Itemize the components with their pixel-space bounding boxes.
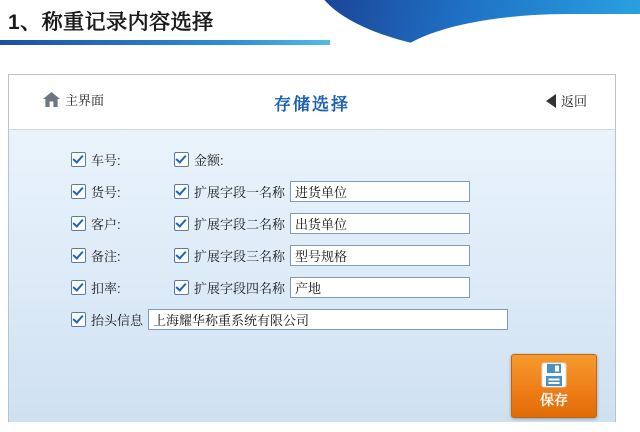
field-koulv[interactable] bbox=[9, 278, 174, 297]
label-chehao: 车号: bbox=[91, 152, 121, 168]
checkbox-taitou[interactable] bbox=[71, 312, 86, 327]
input-ext2[interactable] bbox=[290, 213, 470, 234]
form-rows bbox=[9, 144, 615, 336]
label-beizhu: 备注: bbox=[91, 248, 121, 264]
label-jine: 金额: bbox=[194, 152, 224, 168]
label-kehu: 客户: bbox=[91, 216, 121, 232]
checkbox-koulv[interactable] bbox=[71, 280, 86, 295]
label-ext1: 扩展字段一名称 bbox=[194, 184, 286, 200]
field-beizhu[interactable] bbox=[9, 246, 174, 265]
top-banner bbox=[0, 0, 640, 46]
form-row bbox=[9, 144, 615, 174]
form-row bbox=[9, 272, 615, 302]
label-huohao: 货号: bbox=[91, 184, 121, 200]
floppy-disk-icon bbox=[541, 362, 567, 388]
field-jine[interactable] bbox=[174, 150, 224, 169]
input-ext1[interactable] bbox=[290, 181, 470, 202]
page-title: 1、称重记录内容选择 bbox=[8, 11, 214, 34]
field-ext3[interactable] bbox=[174, 245, 470, 266]
checkbox-kehu[interactable] bbox=[71, 216, 86, 231]
label-taitou: 抬头信息 bbox=[91, 312, 144, 328]
input-ext4[interactable] bbox=[290, 277, 470, 298]
field-ext4[interactable] bbox=[174, 277, 470, 298]
back-button[interactable] bbox=[546, 91, 587, 110]
label-ext2: 扩展字段二名称 bbox=[194, 216, 286, 232]
label-ext4: 扩展字段四名称 bbox=[194, 280, 286, 296]
checkbox-chehao[interactable] bbox=[71, 152, 86, 167]
checkbox-jine[interactable] bbox=[174, 152, 189, 167]
field-kehu[interactable] bbox=[9, 214, 174, 233]
input-ext3[interactable] bbox=[290, 245, 470, 266]
field-ext1[interactable] bbox=[174, 181, 470, 202]
banner-underline bbox=[0, 40, 330, 45]
save-button[interactable] bbox=[511, 354, 597, 418]
form-row bbox=[9, 176, 615, 206]
field-chehao[interactable] bbox=[9, 150, 174, 169]
home-button-label: 主界面 bbox=[65, 93, 105, 108]
input-taitou[interactable] bbox=[148, 309, 508, 330]
save-button-label: 保存 bbox=[540, 392, 568, 408]
checkbox-ext1[interactable] bbox=[174, 184, 189, 199]
panel-header bbox=[9, 75, 615, 130]
checkbox-beizhu[interactable] bbox=[71, 248, 86, 263]
checkbox-ext2[interactable] bbox=[174, 216, 189, 231]
back-button-label: 返回 bbox=[560, 94, 587, 109]
form-row bbox=[9, 240, 615, 270]
field-ext2[interactable] bbox=[174, 213, 470, 234]
back-arrow-icon bbox=[546, 94, 556, 108]
field-taitou[interactable] bbox=[9, 309, 508, 330]
checkbox-ext3[interactable] bbox=[174, 248, 189, 263]
label-koulv: 扣率: bbox=[91, 280, 121, 296]
form-row bbox=[9, 304, 615, 334]
storage-selection-panel bbox=[8, 74, 616, 422]
form-body bbox=[9, 130, 615, 422]
label-ext3: 扩展字段三名称 bbox=[194, 248, 286, 264]
field-huohao[interactable] bbox=[9, 182, 174, 201]
checkbox-ext4[interactable] bbox=[174, 280, 189, 295]
checkbox-huohao[interactable] bbox=[71, 184, 86, 199]
panel-title: 存储选择 bbox=[274, 95, 350, 114]
form-row bbox=[9, 208, 615, 238]
